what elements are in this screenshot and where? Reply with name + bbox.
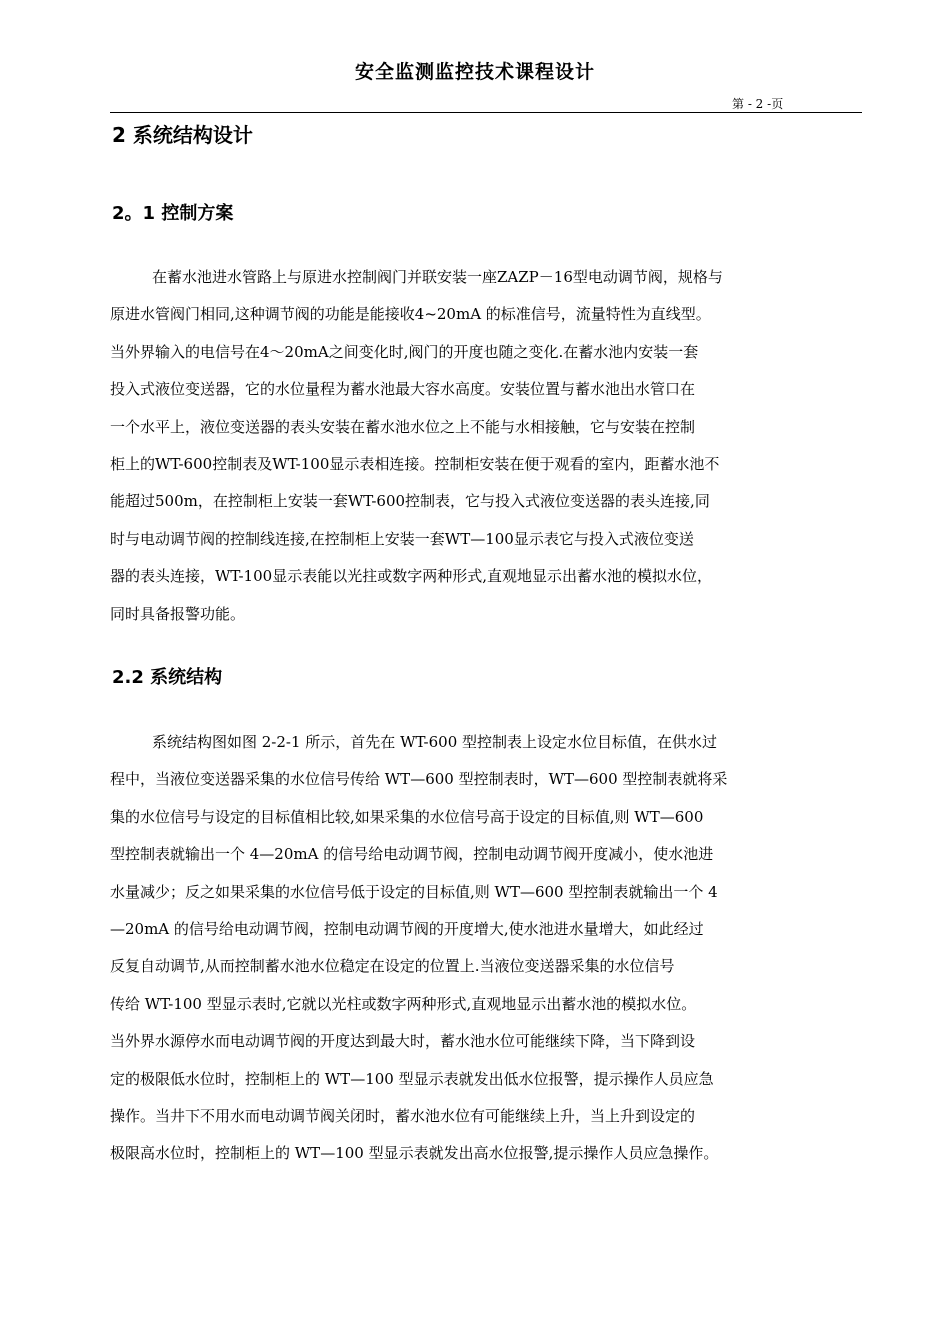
text-line: 时与电动调节阀的控制线连接,在控制柜上安装一套WT—100显示表它与投入式液位变送 <box>110 529 694 548</box>
text-line: 集的水位信号与设定的目标值相比较,如果采集的水位信号高于设定的目标值,则 WT—600 <box>110 807 704 826</box>
subsection-heading-control-scheme: 2。1 控制方案 <box>112 203 234 224</box>
text-line: 定的极限低水位时，控制柜上的 WT—100 型显示表就发出低水位报警，提示操作人员应急 <box>110 1069 714 1088</box>
text-line: 器的表头连接，WT-100显示表能以光拄或数字两种形式,直观地显示出蓄水池的模拟水位， <box>110 567 712 586</box>
text-line: 原进水管阀门相同,这种调节阀的功能是能接收4~20mA 的标准信号，流量特性为直线型。 <box>110 305 711 324</box>
header-title: 安全监测监控技术课程设计 <box>354 61 595 83</box>
paragraph-control-scheme <box>110 259 862 633</box>
paragraph-system-structure <box>110 724 862 1173</box>
text-line: 操作。当井下不用水而电动调节阀关闭时，蓄水池水位有可能继续上升，当上升到设定的 <box>110 1107 696 1126</box>
section-heading: 2 系统结构设计 <box>112 123 253 147</box>
text-line: 当外界水源停水而电动调节阀的开度达到最大时，蓄水池水位可能继续下降，当下降到设 <box>110 1032 696 1051</box>
text-line: 一个水平上，液位变送器的表头安装在蓄水池水位之上不能与水相接触，它与安装在控制 <box>110 417 696 436</box>
text-line: 能超过500m，在控制柜上安装一套WT-600控制表，它与投入式液位变送器的表头连接,同 <box>110 492 710 511</box>
text-line: 极限高水位时，控制柜上的 WT—100 型显示表就发出高水位报警,提示操作人员应急操作。 <box>110 1144 719 1163</box>
text-line: 水量减少；反之如果采集的水位信号低于设定的目标值,则 WT—600 型控制表就输出一个 4 <box>110 882 718 901</box>
text-line: 柜上的WT-600控制表及WT-100显示表相连接。控制柜安装在便于观看的室内，距蓄水池不 <box>110 455 720 474</box>
text-line: 传给 WT-100 型显示表时,它就以光柱或数字两种形式,直观地显示出蓄水池的模拟水位。 <box>110 994 697 1013</box>
text-line: 反复自动调节,从而控制蓄水池水位稳定在设定的位置上.当液位变送器采集的水位信号 <box>110 957 675 976</box>
header-divider <box>110 112 862 113</box>
page-number: 第 - 2 -页 <box>732 97 784 111</box>
text-line: 系统结构图如图 2-2-1 所示，首先在 WT-600 型控制表上设定水位目标值，在供水过 <box>152 733 718 751</box>
text-line: 型控制表就输出一个 4—20mA 的信号给电动调节阀，控制电动调节阀开度减小，使水池进 <box>110 845 714 864</box>
text-line: 当外界输入的电信号在4～20mA之间变化时,阀门的开度也随之变化.在蓄水池内安装一套 <box>110 342 699 361</box>
text-line: 投入式液位变送器，它的水位量程为蓄水池最大容水高度。安装位置与蓄水池出水管口在 <box>110 380 696 399</box>
subsection-heading-system-structure: 2.2 系统结构 <box>112 667 223 688</box>
text-line: 同时具备报警功能。 <box>110 604 246 623</box>
text-line: 在蓄水池进水管路上与原进水控制阀门并联安装一座ZAZP－16型电动调节阀，规格与 <box>152 268 723 286</box>
text-line: 程中，当液位变送器采集的水位信号传给 WT—600 型控制表时，WT—600 型控制表就将采 <box>110 770 728 789</box>
text-line: —20mA 的信号给电动调节阀，控制电动调节阀的开度增大,使水池进水量增大，如此经过 <box>110 920 704 939</box>
